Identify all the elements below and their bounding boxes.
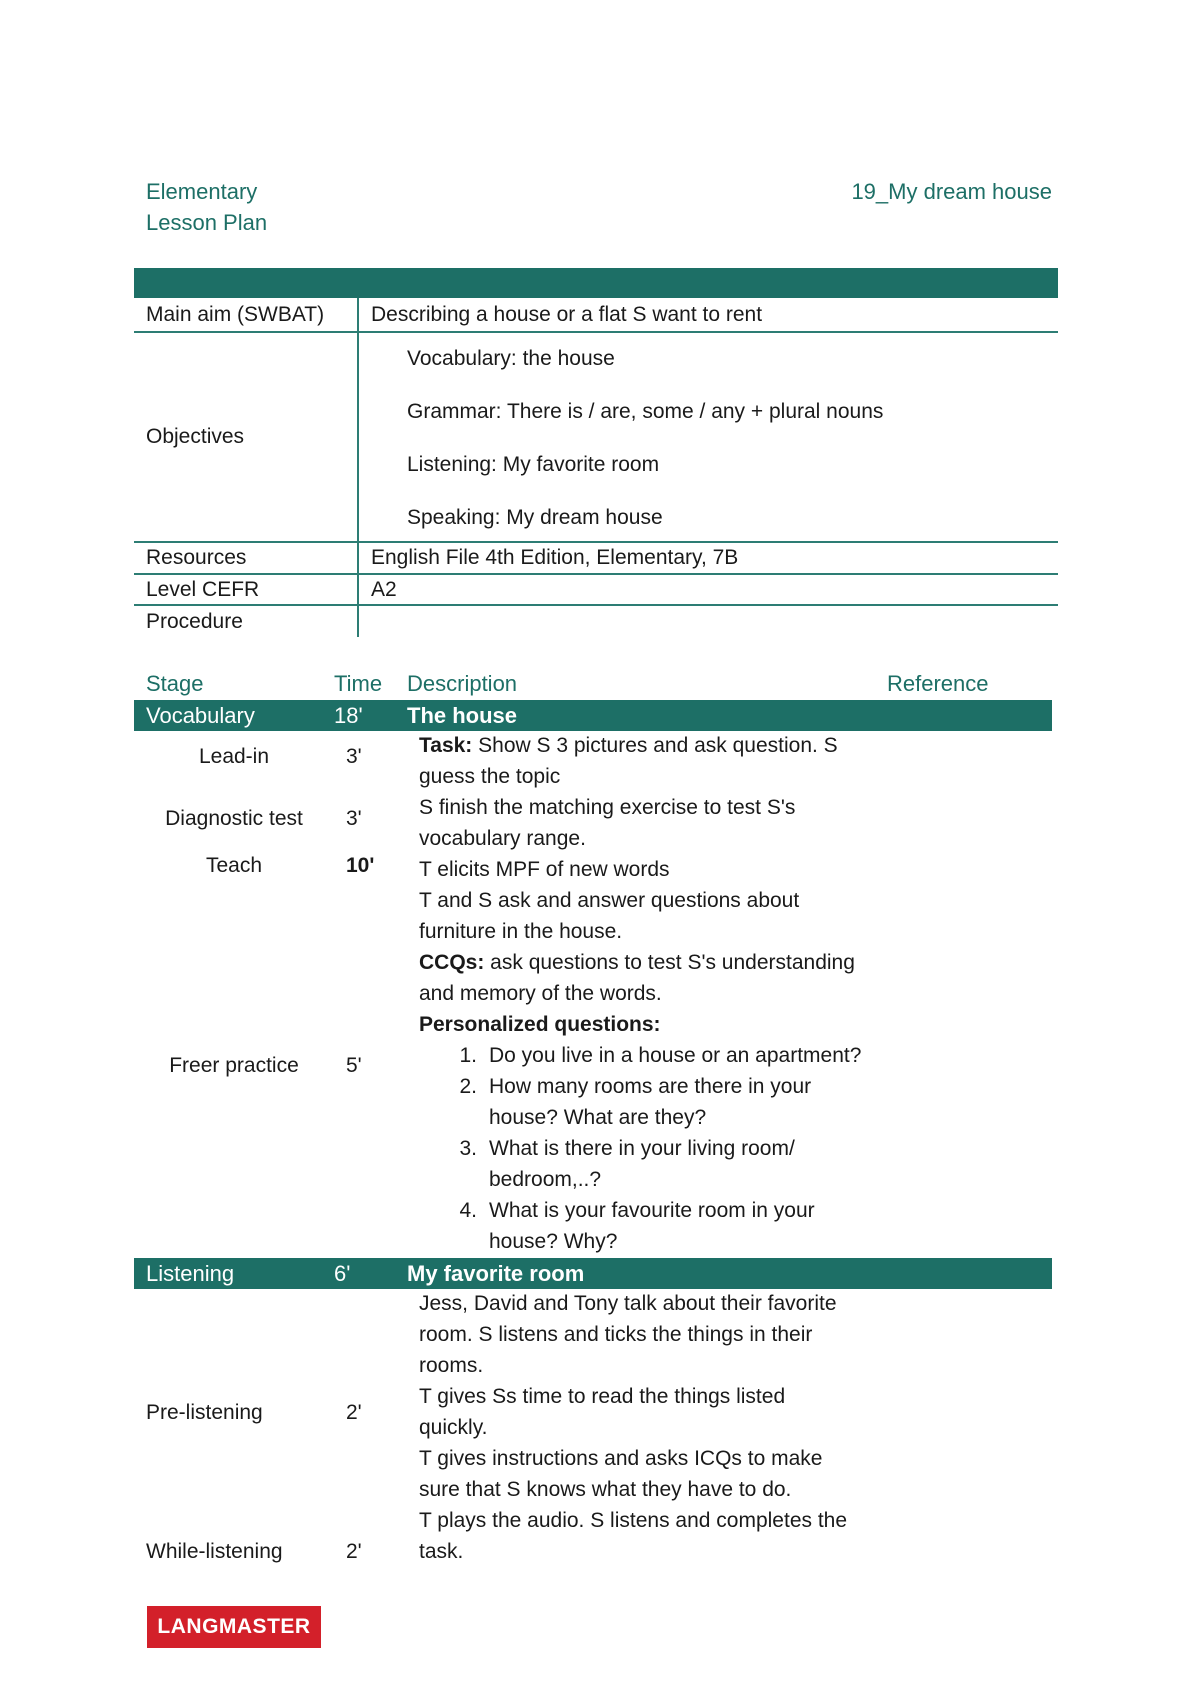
procedure-header-row [134, 668, 1052, 700]
teach-line: T and S ask and answer questions about [419, 889, 800, 912]
while-listening-line: T plays the audio. S listens and completes the [419, 1509, 848, 1532]
time-diagnostic: 3' [346, 807, 362, 830]
pre-listening-line: Jess, David and Tony talk about their favorite [419, 1292, 837, 1315]
personalized-heading: Personalized questions: [419, 1013, 661, 1036]
row-main-aim [134, 298, 1058, 333]
question-item-cont: bedroom,..? [489, 1168, 602, 1191]
listening-band [134, 1258, 1052, 1289]
question-item: 2. How many rooms are there in your [459, 1075, 812, 1098]
question-item: 3. What is there in your living room/ [459, 1137, 795, 1160]
band-title: The house [407, 702, 518, 728]
doc-type-title: Lesson Plan [146, 210, 268, 235]
vocabulary-band [134, 700, 1052, 731]
vocabulary-section [134, 731, 1052, 1258]
pre-listening-line: rooms. [419, 1354, 484, 1377]
level-label: Level CEFR [134, 575, 359, 604]
stage-diagnostic: Diagnostic test [165, 807, 303, 830]
stage-freer: Freer practice [169, 1054, 299, 1077]
procedure-label: Procedure [134, 606, 359, 637]
teach-line: T elicits MPF of new words [419, 858, 670, 881]
main-aim-label: Main aim (SWBAT) [134, 298, 359, 331]
objectives-cell [359, 333, 1058, 541]
objective-item: Vocabulary: the house [407, 347, 615, 370]
ccq-label: CCQs: [419, 951, 485, 974]
reference-header: Reference [887, 671, 989, 696]
time-while-listening: 2' [346, 1540, 362, 1563]
description-header: Description [407, 671, 518, 696]
objective-item: Speaking: My dream house [407, 506, 663, 529]
leadin-line-2: guess the topic [419, 765, 561, 788]
resources-label: Resources [134, 543, 359, 573]
band-stage: Listening [146, 1260, 235, 1286]
time-pre-listening: 2' [346, 1401, 362, 1424]
time-teach: 10' [346, 854, 375, 877]
stage-while-listening: While-listening [146, 1540, 283, 1563]
procedure-table [134, 668, 1052, 1569]
question-item-cont: house? What are they? [489, 1106, 707, 1129]
objectives-label: Objectives [134, 333, 359, 541]
diagnostic-line-2: vocabulary range. [419, 827, 586, 850]
row-level [134, 575, 1058, 606]
time-leadin: 3' [346, 745, 362, 768]
stage-pre-listening: Pre-listening [146, 1401, 263, 1424]
header-left [146, 176, 267, 238]
time-freer: 5' [346, 1054, 362, 1077]
row-objectives [134, 333, 1058, 543]
main-aim-value: Describing a house or a flat S want to rent [371, 302, 763, 326]
stage-header: Stage [146, 671, 204, 696]
pre-listening-line: T gives Ss time to read the things listed [419, 1385, 786, 1408]
stage-teach: Teach [205, 854, 263, 877]
question-item-cont: house? Why? [489, 1230, 618, 1253]
band-title: My favorite room [407, 1260, 585, 1286]
row-resources [134, 543, 1058, 575]
listening-descriptions [419, 1288, 847, 1567]
question-item: 1. Do you live in a house or an apartment? [459, 1044, 862, 1067]
resources-value: English File 4th Edition, Elementary, 7B [371, 546, 739, 569]
pre-listening-line: room. S listens and ticks the things in their [419, 1323, 813, 1346]
ccq-line [419, 947, 861, 978]
pre-listening-line: T gives instructions and asks ICQs to make [419, 1447, 823, 1470]
question-item: 4. What is your favourite room in your [459, 1199, 815, 1222]
level-value: A2 [371, 577, 397, 601]
diagnostic-line: S finish the matching exercise to test S's [419, 796, 796, 819]
pre-listening-line: sure that S knows what they have to do. [419, 1478, 792, 1501]
ccq-text: ask questions to test S's understanding [484, 951, 855, 974]
pre-listening-line: quickly. [419, 1416, 488, 1439]
objectives-list [371, 333, 883, 569]
procedure-value [359, 606, 1058, 637]
info-table-header-bar [134, 268, 1058, 298]
time-header: Time [334, 671, 383, 696]
objective-item: Grammar: There is / are, some / any + plural nouns [407, 400, 884, 423]
band-time: 18' [334, 702, 363, 728]
level-title: Elementary [146, 179, 258, 204]
listening-section [134, 1289, 1052, 1569]
vocabulary-descriptions [419, 730, 861, 1257]
while-listening-line: task. [419, 1540, 464, 1563]
personalized-questions-list [419, 1040, 861, 1257]
task-label: Task: [419, 734, 473, 757]
teach-line: furniture in the house. [419, 920, 623, 943]
stage-leadin: Lead-in [198, 745, 270, 768]
lesson-info-table [134, 268, 1058, 637]
band-time: 6' [334, 1260, 351, 1286]
leadin-text: Show S 3 pictures and ask question. S [472, 734, 838, 757]
langmaster-logo: LANGMASTER [147, 1606, 321, 1648]
objective-item: Listening: My favorite room [407, 453, 660, 476]
leadin-line [419, 730, 861, 761]
teach-line: and memory of the words. [419, 982, 662, 1005]
band-stage: Vocabulary [146, 702, 255, 728]
lesson-title: 19_My dream house [851, 179, 1052, 204]
row-procedure [134, 606, 1058, 637]
